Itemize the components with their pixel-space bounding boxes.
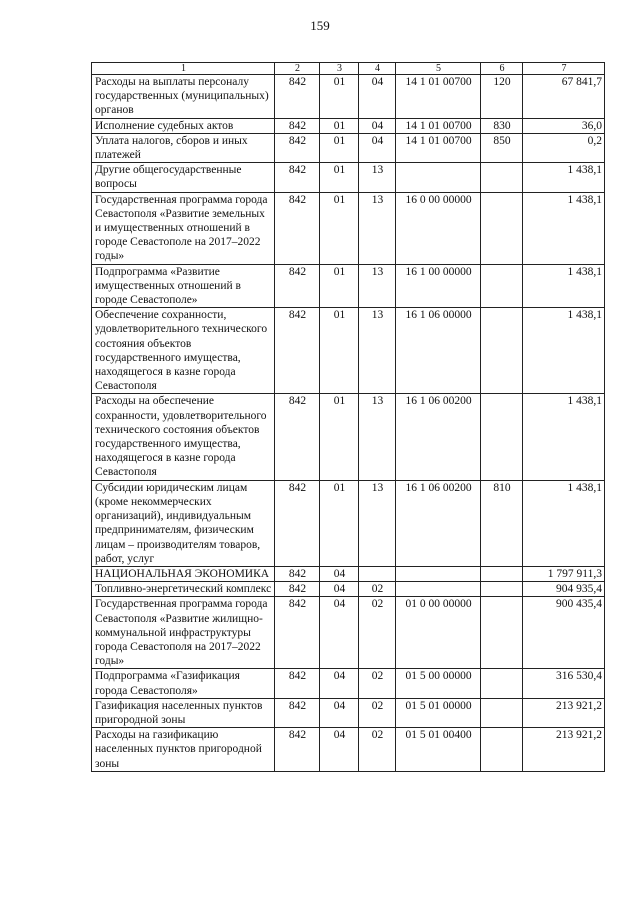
- section-code: 01: [320, 480, 359, 566]
- section-code: 04: [320, 728, 359, 772]
- ministry-code: 842: [275, 698, 320, 727]
- subsection-code: 04: [359, 133, 396, 162]
- target-article: 01 5 00 00000: [396, 669, 481, 698]
- table-row: [92, 728, 605, 772]
- amount: 36,0: [523, 118, 605, 133]
- header-cell: 7: [523, 63, 605, 75]
- table-row: [92, 264, 605, 308]
- table-row: [92, 566, 605, 581]
- table-row: [92, 698, 605, 727]
- expense-type: [481, 728, 523, 772]
- amount: 1 438,1: [523, 264, 605, 308]
- section-code: 04: [320, 566, 359, 581]
- section-code: 01: [320, 308, 359, 394]
- header-cell: 5: [396, 63, 481, 75]
- header-cell: 4: [359, 63, 396, 75]
- amount: 213 921,2: [523, 698, 605, 727]
- amount: 1 438,1: [523, 163, 605, 192]
- section-code: 01: [320, 264, 359, 308]
- target-article: 01 0 00 00000: [396, 597, 481, 669]
- amount: 900 435,4: [523, 597, 605, 669]
- table-row: [92, 308, 605, 394]
- header-cell: 1: [92, 63, 275, 75]
- expense-type: [481, 192, 523, 264]
- subsection-code: 13: [359, 480, 396, 566]
- expense-type: [481, 566, 523, 581]
- amount: 1 438,1: [523, 192, 605, 264]
- item-name: Другие общегосударственные вопросы: [92, 163, 275, 192]
- item-name: Исполнение судебных актов: [92, 118, 275, 133]
- target-article: 14 1 01 00700: [396, 118, 481, 133]
- section-code: 01: [320, 394, 359, 480]
- ministry-code: 842: [275, 728, 320, 772]
- item-name: Субсидии юридическим лицам (кроме некоммерческих организаций), индивидуальным предпринимателям, физическим лицам – производителям товаров, работ, услуг: [92, 480, 275, 566]
- header-cell: 6: [481, 63, 523, 75]
- target-article: 16 1 06 00200: [396, 480, 481, 566]
- table-row: [92, 133, 605, 162]
- target-article: 01 5 01 00400: [396, 728, 481, 772]
- header-cell: 3: [320, 63, 359, 75]
- subsection-code: 13: [359, 308, 396, 394]
- page-number: 159: [310, 18, 330, 33]
- item-name: НАЦИОНАЛЬНАЯ ЭКОНОМИКА: [92, 566, 275, 581]
- item-name: Топливно-энергетический комплекс: [92, 582, 275, 597]
- section-code: 01: [320, 75, 359, 119]
- target-article: 14 1 01 00700: [396, 75, 481, 119]
- subsection-code: 02: [359, 698, 396, 727]
- section-code: 04: [320, 582, 359, 597]
- target-article: [396, 163, 481, 192]
- expense-type: 830: [481, 118, 523, 133]
- ministry-code: 842: [275, 133, 320, 162]
- amount: 1 438,1: [523, 480, 605, 566]
- item-name: Государственная программа города Севастополя «Развитие земельных и имущественных отношений в городе Севастополе на 2017–2022 годы»: [92, 192, 275, 264]
- subsection-code: 13: [359, 394, 396, 480]
- ministry-code: 842: [275, 480, 320, 566]
- table-row: [92, 394, 605, 480]
- header-row: [92, 63, 605, 75]
- amount: 1 438,1: [523, 308, 605, 394]
- amount: 316 530,4: [523, 669, 605, 698]
- subsection-code: 02: [359, 669, 396, 698]
- section-code: 04: [320, 597, 359, 669]
- ministry-code: 842: [275, 582, 320, 597]
- subsection-code: 02: [359, 582, 396, 597]
- table-row: [92, 163, 605, 192]
- section-code: 01: [320, 118, 359, 133]
- amount: 0,2: [523, 133, 605, 162]
- table-row: [92, 75, 605, 119]
- target-article: 16 0 00 00000: [396, 192, 481, 264]
- table-row: [92, 480, 605, 566]
- item-name: Подпрограмма «Развитие имущественных отношений в городе Севастополе»: [92, 264, 275, 308]
- table-row: [92, 582, 605, 597]
- ministry-code: 842: [275, 394, 320, 480]
- amount: 67 841,7: [523, 75, 605, 119]
- ministry-code: 842: [275, 669, 320, 698]
- header-cell: 2: [275, 63, 320, 75]
- subsection-code: 04: [359, 75, 396, 119]
- table-body: [92, 75, 605, 772]
- section-code: 04: [320, 698, 359, 727]
- item-name: Уплата налогов, сборов и иных платежей: [92, 133, 275, 162]
- item-name: Подпрограмма «Газификация города Севастополя»: [92, 669, 275, 698]
- amount: 1 797 911,3: [523, 566, 605, 581]
- item-name: Обеспечение сохранности, удовлетворительного технического состояния объектов государственного имущества, находящегося в казне города Севастополя: [92, 308, 275, 394]
- subsection-code: 04: [359, 118, 396, 133]
- subsection-code: 02: [359, 597, 396, 669]
- item-name: Газификация населенных пунктов пригородной зоны: [92, 698, 275, 727]
- expense-type: [481, 264, 523, 308]
- amount: 904 935,4: [523, 582, 605, 597]
- table-row: [92, 118, 605, 133]
- ministry-code: 842: [275, 566, 320, 581]
- expense-type: [481, 597, 523, 669]
- subsection-code: [359, 566, 396, 581]
- section-code: 01: [320, 163, 359, 192]
- ministry-code: 842: [275, 308, 320, 394]
- subsection-code: 13: [359, 192, 396, 264]
- expense-type: [481, 163, 523, 192]
- section-code: 01: [320, 192, 359, 264]
- expense-type: 810: [481, 480, 523, 566]
- subsection-code: 13: [359, 163, 396, 192]
- expense-type: 850: [481, 133, 523, 162]
- target-article: 01 5 01 00000: [396, 698, 481, 727]
- expense-type: 120: [481, 75, 523, 119]
- item-name: Расходы на газификацию населенных пунктов пригородной зоны: [92, 728, 275, 772]
- target-article: 14 1 01 00700: [396, 133, 481, 162]
- subsection-code: 13: [359, 264, 396, 308]
- budget-table: [91, 62, 605, 772]
- section-code: 04: [320, 669, 359, 698]
- target-article: 16 1 06 00200: [396, 394, 481, 480]
- table-row: [92, 597, 605, 669]
- ministry-code: 842: [275, 75, 320, 119]
- ministry-code: 842: [275, 118, 320, 133]
- ministry-code: 842: [275, 192, 320, 264]
- expense-type: [481, 669, 523, 698]
- target-article: 16 1 06 00000: [396, 308, 481, 394]
- item-name: Расходы на выплаты персоналу государственных (муниципальных) органов: [92, 75, 275, 119]
- table-row: [92, 669, 605, 698]
- expense-type: [481, 394, 523, 480]
- amount: 1 438,1: [523, 394, 605, 480]
- subsection-code: 02: [359, 728, 396, 772]
- target-article: [396, 582, 481, 597]
- item-name: Государственная программа города Севастополя «Развитие жилищно-коммунальной инфраструктуры города Севастополя на 2017–2022 годы»: [92, 597, 275, 669]
- ministry-code: 842: [275, 597, 320, 669]
- ministry-code: 842: [275, 163, 320, 192]
- expense-type: [481, 582, 523, 597]
- target-article: 16 1 00 00000: [396, 264, 481, 308]
- table-row: [92, 192, 605, 264]
- section-code: 01: [320, 133, 359, 162]
- ministry-code: 842: [275, 264, 320, 308]
- target-article: [396, 566, 481, 581]
- item-name: Расходы на обеспечение сохранности, удовлетворительного технического состояния объектов государственного имущества, находящегося в казне города Севастополя: [92, 394, 275, 480]
- amount: 213 921,2: [523, 728, 605, 772]
- expense-type: [481, 308, 523, 394]
- expense-type: [481, 698, 523, 727]
